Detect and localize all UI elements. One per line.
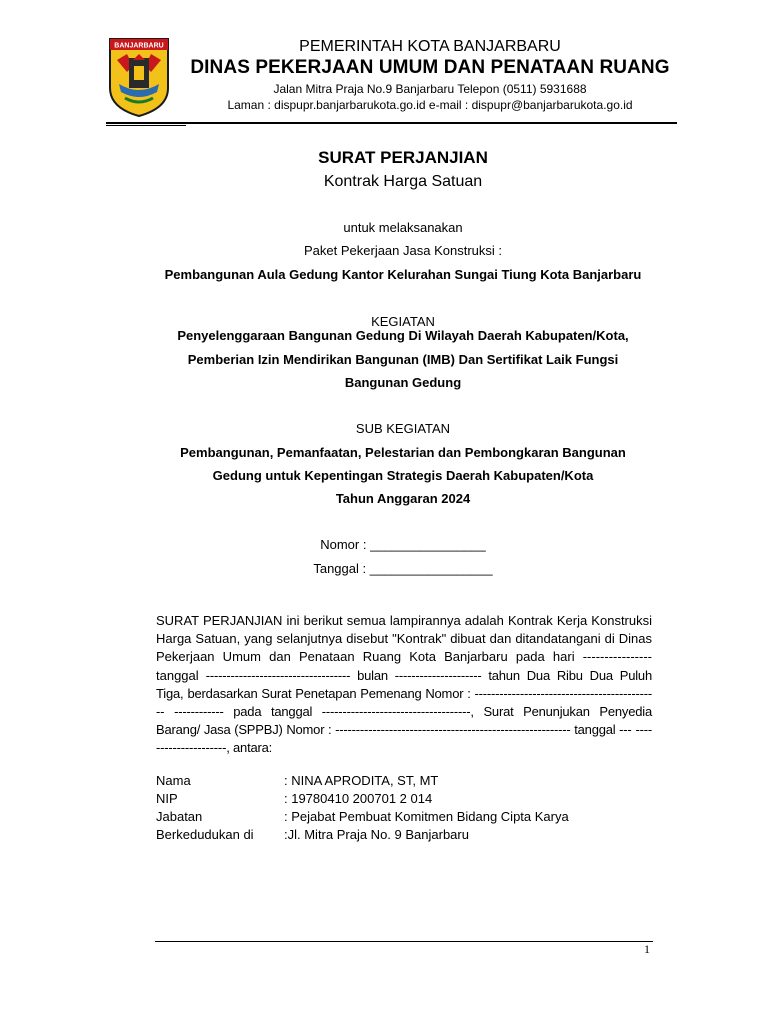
identity-value: : 19780410 200701 2 014 xyxy=(284,791,433,806)
government-name: PEMERINTAH KOTA BANJARBARU xyxy=(299,38,561,55)
agency-name: DINAS PEKERJAAN UMUM DAN PENATAAN RUANG xyxy=(190,57,670,78)
contract-date-field: Tanggal : _________________ xyxy=(313,561,493,576)
identity-label: Berkedudukan di xyxy=(156,827,254,842)
document-subtitle: Kontrak Harga Satuan xyxy=(323,173,483,190)
identity-value: :Jl. Mitra Praja No. 9 Banjarbaru xyxy=(284,827,469,842)
for-label: untuk melaksanakan xyxy=(343,220,463,235)
subactivity-line: Gedung untuk Kepentingan Strategis Daerah Kabupaten/Kota xyxy=(212,468,594,483)
identity-row xyxy=(156,790,569,808)
package-name: Pembangunan Aula Gedung Kantor Kelurahan Sungai Tiung Kota Banjarbaru xyxy=(164,267,642,282)
letterhead xyxy=(180,36,680,112)
identity-label: Jabatan xyxy=(156,809,203,824)
paragraph-line: ----------------------------------- bulan --------------------- tahun Dua Ribu Dua Puluh Tiga, xyxy=(156,667,652,701)
identity-label: Nama xyxy=(156,773,191,788)
footer-rule xyxy=(155,941,653,942)
activity-heading: KEGIATAN xyxy=(371,314,435,329)
fiscal-year: Tahun Anggaran 2024 xyxy=(335,491,471,506)
identity-row xyxy=(156,826,569,844)
identity-row xyxy=(156,772,569,790)
agency-web-email: Laman : dispupr.banjarbarukota.go.id e-mail : dispupr@banjarbarukota.go.id xyxy=(227,98,633,112)
paragraph-line: Barang/ Jasa (SPPBJ) Nomor : --------------------------------------------------------- tanggal --- xyxy=(156,722,632,738)
activity-line: Penyelenggaraan Bangunan Gedung Di Wilayah Daerah Kabupaten/Kota, xyxy=(177,328,629,343)
package-label: Paket Pekerjaan Jasa Konstruksi : xyxy=(304,243,502,258)
activity-line: Pemberian Izin Mendirikan Bangunan (IMB) Dan Sertifikat Laik Fungsi xyxy=(187,352,619,367)
letterhead-divider-secondary xyxy=(106,125,186,126)
document-title: SURAT PERJANJIAN xyxy=(318,148,488,167)
identity-value: : NINA APRODITA, ST, MT xyxy=(284,773,439,788)
agreement-paragraph xyxy=(156,612,652,758)
party-identity-table xyxy=(156,772,569,844)
identity-value: : Pejabat Pembuat Komitmen Bidang Cipta Karya xyxy=(284,809,569,824)
paragraph-line: ---------------------, antara: xyxy=(156,722,652,756)
contract-number-field: Nomor : ________________ xyxy=(320,537,486,552)
identity-row xyxy=(156,808,569,826)
agency-address: Jalan Mitra Praja No.9 Banjarbaru Telepon (0511) 5931688 xyxy=(273,82,587,96)
activity-line: Bangunan Gedung xyxy=(344,375,462,390)
subactivity-line: Pembangunan, Pemanfaatan, Pelestarian dan Pembongkaran Bangunan xyxy=(180,445,626,460)
paragraph-line: ------------ pada tanggal ------------------------------------, Surat Penunjukan Penyedia xyxy=(174,704,652,720)
paragraph-line: Pekerjaan Umum dan Penataan Ruang Kota Banjarbaru pada hari ---------------- tanggal xyxy=(156,649,652,683)
letterhead-divider xyxy=(106,122,677,124)
identity-label: NIP xyxy=(156,791,178,806)
paragraph-line: Harga Satuan, yang selanjutnya disebut "Kontrak" dibuat dan ditandatangani di Dinas xyxy=(156,631,652,647)
city-emblem-logo xyxy=(107,36,171,118)
page-number: 1 xyxy=(644,942,650,956)
subactivity-heading: SUB KEGIATAN xyxy=(355,421,451,436)
paragraph-line: berdasarkan Surat Penetapan Pemenang Nomor : --------------------------------------------- xyxy=(156,685,652,720)
paragraph-line: SURAT PERJANJIAN ini berikut semua lampirannya adalah Kontrak Kerja Konstruksi xyxy=(156,613,652,628)
emblem-text: BANJARBARU xyxy=(114,42,164,50)
